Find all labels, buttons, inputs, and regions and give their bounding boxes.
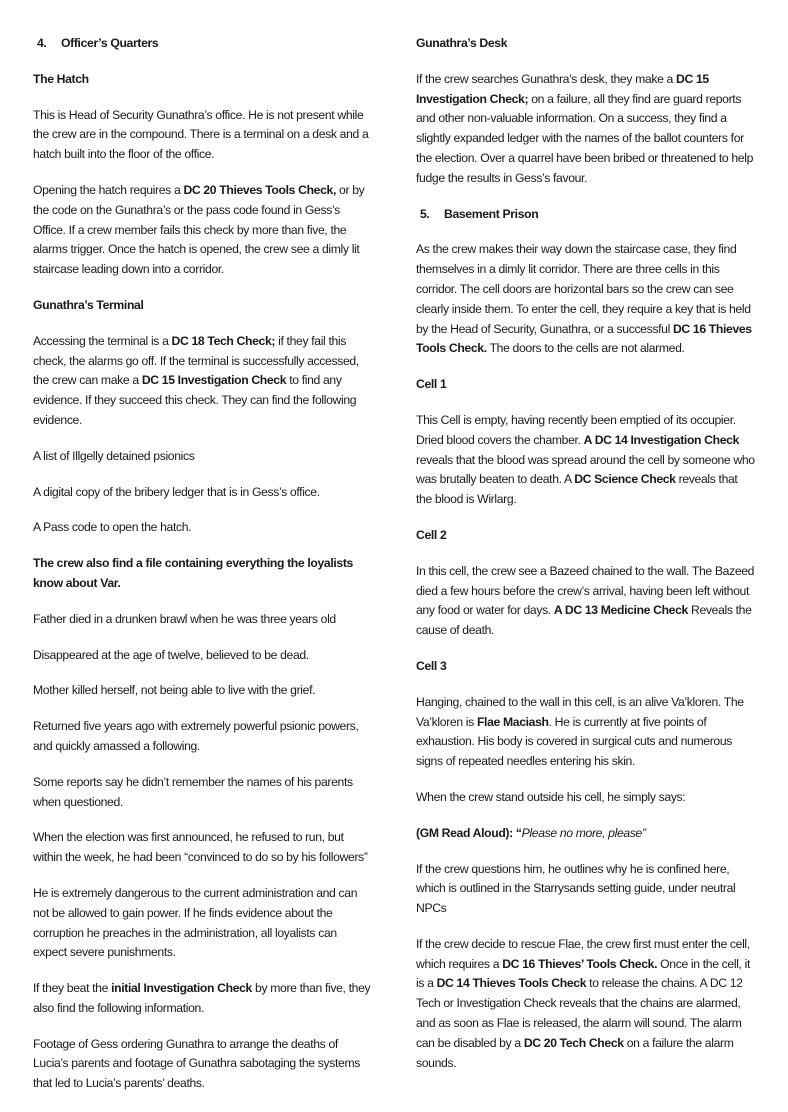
evidence-item: A digital copy of the bribery ledger that is in Gess’s office. xyxy=(33,484,320,499)
terminal-paragraph xyxy=(33,332,373,431)
section-title: Officer’s Quarters xyxy=(61,36,159,50)
hatch-paragraph-1: This is Head of Security Gunathra’s office. He is not present while the crew are in the compound. There is a terminal on a desk and a hatch built into the floor of the office. xyxy=(33,107,369,162)
check-dc: DC 18 Tech Check; xyxy=(171,333,276,348)
text-run: In this cell, the crew see a Bazeed chained to the wall. The Bazeed died a few hours before the crew’s arrival, having been left without any food or water for days. xyxy=(416,563,755,618)
terminal-heading: Gunathra’s Terminal xyxy=(33,297,144,312)
footage-paragraph: Footage of Gess ordering Gunathra to arrange the deaths of Lucia’s parents and footage of Gunathra sabotaging the systems that led to Lucia’s parents’ deaths. xyxy=(33,1036,361,1091)
text-run: on a failure the alarm sounds. xyxy=(416,1035,734,1070)
prison-paragraph xyxy=(416,240,756,359)
text-run: on a failure, all they find are guard reports and other non-valuable information. On a success, they find a slightly expanded ledger with the names of the ballot counters for the election. Over a quarrel have been bribed or threatened to help fudge the results in Gess’s favour. xyxy=(416,91,753,185)
check-dc: DC 14 Thieves Tools Check xyxy=(436,976,587,991)
text-run: . He is currently at five points of exhaustion. His body is covered in surgical cuts and numerous signs of repeated needles entering his skin. xyxy=(416,714,733,769)
text-run: by more than five, they also find the following information. xyxy=(33,981,371,1015)
evidence-item: A Pass code to open the hatch. xyxy=(33,520,192,535)
text-run: If they beat the xyxy=(33,981,112,996)
text-run: If the crew searches Gunathra’s desk, they make a xyxy=(416,71,677,86)
text-run: Once in the cell, it is a xyxy=(416,956,751,991)
var-fact: He is extremely dangerous to the current administration and can not be allowed to gain power. If he finds evidence about the corruption he preaches in the administration, all loyalists can expect severe punishments. xyxy=(33,885,358,960)
text-run: If the crew decide to rescue Flae, the crew first must enter the cell, which requires a xyxy=(416,936,750,971)
desk-heading: Gunathra’s Desk xyxy=(416,36,508,50)
section-number: 4. xyxy=(37,36,47,50)
text-run: Accessing the terminal is a xyxy=(33,333,172,348)
cell-2-paragraph xyxy=(416,562,756,641)
questions-paragraph: If the crew questions him, he outlines why he is confined here, which is outlined in the Starrysands setting guide, under neutral NPCs xyxy=(416,861,736,916)
desk-paragraph xyxy=(416,70,756,189)
cell-3-paragraph xyxy=(416,693,756,772)
check-dc: DC 20 Tech Check xyxy=(523,1035,624,1050)
hatch-heading: The Hatch xyxy=(33,71,89,86)
text-run: Reveals the cause of death. xyxy=(416,603,752,638)
cell-3-heading: Cell 3 xyxy=(416,658,447,673)
var-fact: Mother killed herself, not being able to live with the grief. xyxy=(33,683,316,698)
npc-name: Flae Maciash xyxy=(476,714,549,729)
check-dc: DC 20 Thieves Tools Check, xyxy=(183,182,336,197)
section-4-heading xyxy=(33,34,373,54)
beat-check-paragraph xyxy=(33,979,373,1019)
text-run: reveals that the blood was spread around the cell by someone who was brutally beaten to death. A xyxy=(416,452,755,487)
cell-2-heading: Cell 2 xyxy=(416,527,447,542)
section-number: 5. xyxy=(420,206,430,221)
var-fact: Some reports say he didn’t remember the names of his parents when questioned. xyxy=(33,774,353,809)
check-dc: A DC 14 Investigation Check xyxy=(583,432,740,447)
check-dc: DC 16 Thieves’ Tools Check. xyxy=(502,956,658,971)
check-dc: DC 15 Investigation Check xyxy=(141,373,287,388)
text-run: or by the code on the Gunathra’s or the pass code found in Gess’s Office. If a crew member fails this check by more than five, the alarms trigger. Once the hatch is opened, the crew see a dimly lit staircase leading down into a corridor. xyxy=(33,182,365,277)
text-run: to release the chains. A DC 12 Tech or Investigation Check reveals that the chains are alarmed, and as soon as Flae is released, the alarm will sound. The alarm can be disabled by a xyxy=(416,976,743,1050)
rescue-paragraph xyxy=(416,935,756,1074)
check-dc: DC Science Check xyxy=(574,472,676,487)
left-column xyxy=(33,34,373,1110)
var-fact: When the election was first announced, he refused to run, but within the week, he had been “convinced to do so by his followers” xyxy=(33,830,368,865)
hatch-paragraph-2 xyxy=(33,181,373,280)
check-dc: A DC 13 Medicine Check xyxy=(553,603,688,618)
var-fact: Disappeared at the age of twelve, believed to be dead. xyxy=(33,647,309,662)
read-aloud-quote: Please no more, please” xyxy=(521,825,646,840)
text-run: Hanging, chained to the wall in this cell, is an alive Va’kloren. The Va’kloren is xyxy=(416,694,744,729)
outside-cell-paragraph: When the crew stand outside his cell, he simply says: xyxy=(416,789,686,804)
text-run: reveals that the blood is Wirlarg. xyxy=(416,472,738,507)
check-dc: DC 16 Thieves Tools Check. xyxy=(416,321,752,356)
var-fact: Returned five years ago with extremely powerful psionic powers, and quickly amassed a following. xyxy=(33,719,359,753)
evidence-item: A list of Illgelly detained psionics xyxy=(33,448,195,463)
text-run: if they fail this check, the alarms go off. If the terminal is successfully accessed, the crew can make a xyxy=(33,333,359,388)
right-column xyxy=(416,34,756,1089)
text-run: The doors to the cells are not alarmed. xyxy=(486,341,685,356)
check-dc: initial Investigation Check xyxy=(111,981,252,996)
var-fact: Father died in a drunken brawl when he was three years old xyxy=(33,611,336,626)
text-run: Opening the hatch requires a xyxy=(33,182,184,197)
text-run: to find any evidence. If they succeed this check. They can find the following evidence. xyxy=(33,373,357,427)
section-title: Basement Prison xyxy=(444,206,539,221)
text-run: As the crew makes their way down the staircase case, they find themselves in a dimly lit corridor. There are three cells in this corridor. The cell doors are horizontal bars so the crew can see clearly inside them. To enter the cell, they require a key that is held by the Head of Security, Gunathra, or a successful xyxy=(416,242,751,336)
gm-label: (GM Read Aloud): “ xyxy=(416,825,522,840)
gm-read-aloud xyxy=(416,824,756,844)
section-5-heading xyxy=(416,205,756,225)
text-run: This Cell is empty, having recently been emptied of its occupier. Dried blood covers the chamber. xyxy=(416,412,736,447)
cell-1-paragraph xyxy=(416,411,756,510)
check-dc: DC 15 Investigation Check; xyxy=(416,71,709,106)
cell-1-heading: Cell 1 xyxy=(416,377,447,392)
var-file-heading: The crew also find a file containing everything the loyalists know about Var. xyxy=(33,556,353,590)
